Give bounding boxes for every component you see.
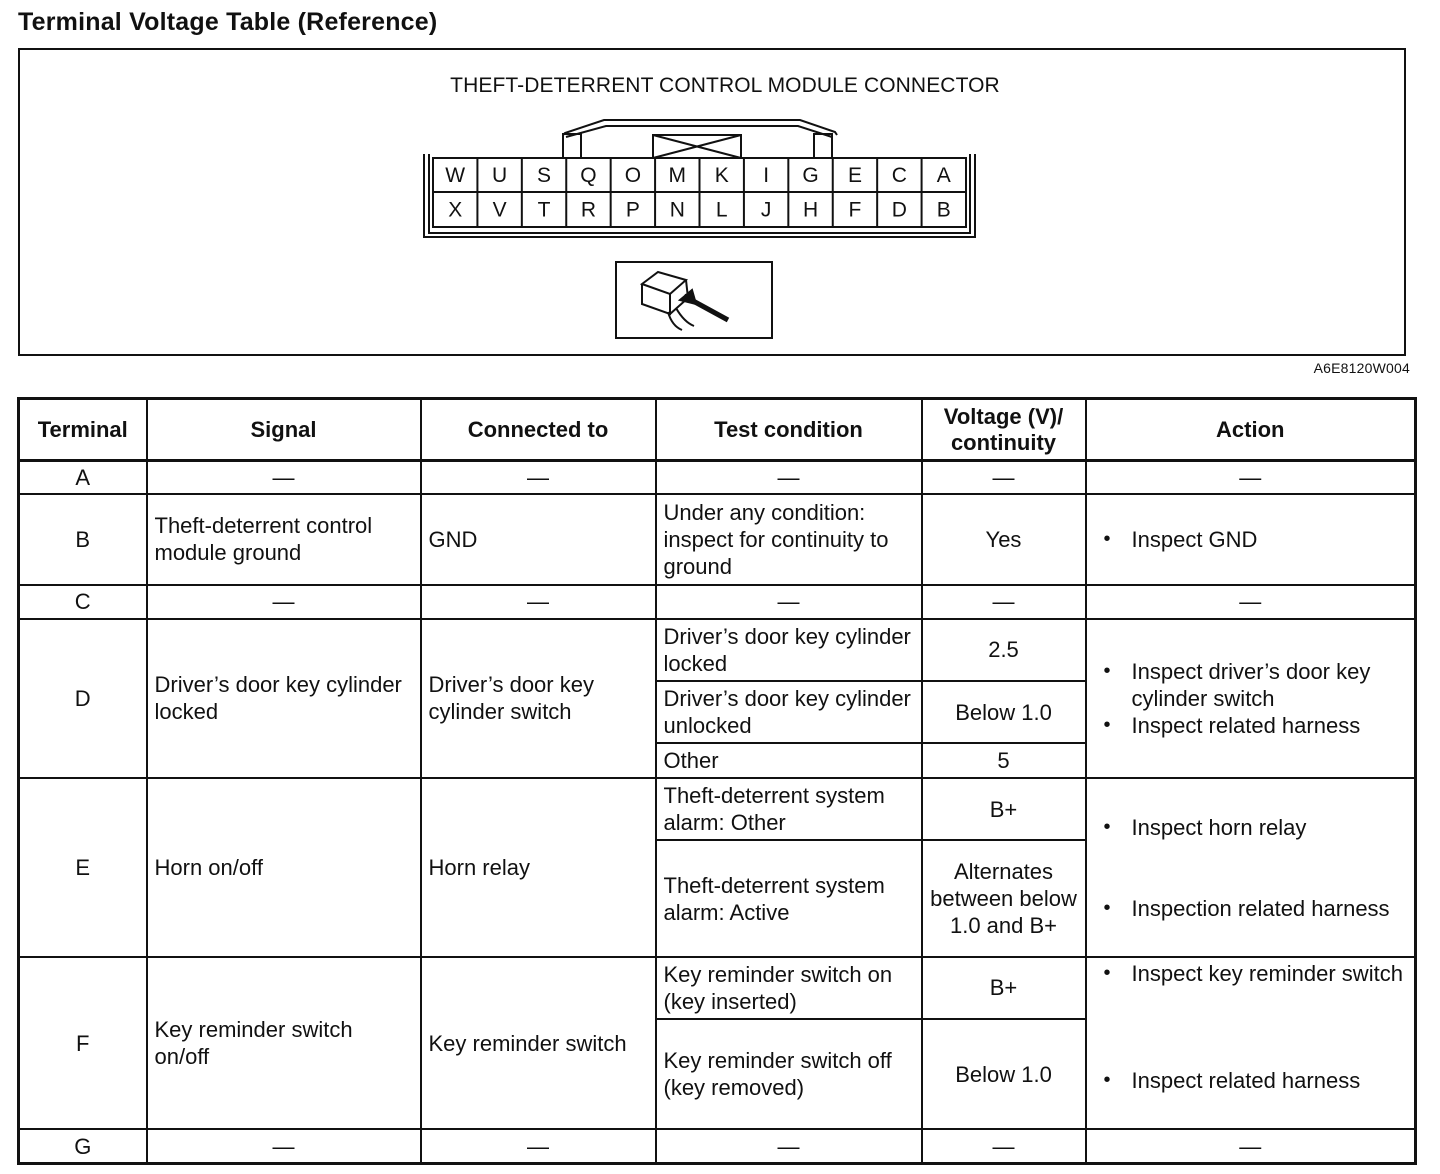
action-cell [1086, 619, 1416, 779]
action-item: • Inspect driver’s door key cylinder switch [1094, 658, 1408, 712]
action-item: • Inspect key reminder switch [1094, 960, 1408, 987]
header-signal: Signal [147, 399, 421, 461]
connector-pin-o: O [624, 164, 642, 187]
action-item: • Inspect GND [1094, 526, 1408, 553]
connector-title: THEFT-DETERRENT CONTROL MODULE CONNECTOR [450, 74, 1000, 97]
voltage-cell: B+ [922, 957, 1086, 1019]
action-item: • Inspection related harness [1094, 895, 1408, 922]
voltage-cell: — [922, 1129, 1086, 1163]
terminal-cell: G [19, 1129, 147, 1163]
condition-cell: Theft-deterrent system alarm: Other [656, 778, 922, 840]
header-terminal: Terminal [19, 399, 147, 461]
table-header-row [19, 399, 1416, 461]
table-row-a [19, 461, 1416, 495]
signal-cell: Theft-deterrent control module ground [147, 494, 421, 584]
connected-to-cell: — [421, 1129, 656, 1163]
connector-pin-t: T [537, 198, 551, 222]
connected-to-cell: Driver’s door key cylinder switch [421, 619, 656, 779]
condition-cell: — [656, 585, 922, 619]
header-voltage [922, 399, 1086, 461]
condition-cell: Key reminder switch off (key removed) [656, 1019, 922, 1129]
connector-pin-d: D [891, 198, 907, 222]
connected-to-cell: Key reminder switch [421, 957, 656, 1130]
page-title: Terminal Voltage Table (Reference) [18, 8, 438, 36]
connector-pin-m: M [668, 164, 687, 187]
terminal-cell: E [19, 778, 147, 957]
table-row-b [19, 494, 1416, 584]
voltage-cell: Below 1.0 [922, 1019, 1086, 1129]
connector-pin-x: X [448, 198, 463, 222]
action-item: • Inspect related harness [1094, 712, 1408, 739]
signal-cell: Key reminder switch on/off [147, 957, 421, 1130]
condition-cell: Key reminder switch on (key inserted) [656, 957, 922, 1019]
condition-cell: — [656, 1129, 922, 1163]
connector-pin-u: U [492, 164, 508, 187]
condition-cell: Theft-deterrent system alarm: Active [656, 840, 922, 956]
table-row-f [19, 957, 1416, 1019]
figure-code: A6E8120W004 [1313, 360, 1410, 376]
connector-pin-f: F [848, 198, 862, 222]
connector-pin-s: S [537, 164, 552, 187]
voltage-cell: Yes [922, 494, 1086, 584]
condition-cell: Under any condition: inspect for continuity to ground [656, 494, 922, 584]
terminal-cell: A [19, 461, 147, 495]
table-row-e [19, 778, 1416, 840]
connector-pin-r: R [580, 198, 597, 222]
connector-pin-c: C [891, 164, 907, 187]
table-row-c [19, 585, 1416, 619]
voltage-cell: Below 1.0 [922, 681, 1086, 743]
header-action: Action [1086, 399, 1416, 461]
header-connected-to: Connected to [421, 399, 656, 461]
connector-diagram [20, 50, 1408, 358]
action-cell: — [1086, 461, 1416, 495]
connector-pin-b: B [936, 198, 951, 222]
connected-to-cell: Horn relay [421, 778, 656, 957]
connector-pin-k: K [714, 164, 729, 187]
connector-pin-l: L [715, 198, 728, 222]
condition-cell: Driver’s door key cylinder locked [656, 619, 922, 681]
connector-pin-v: V [492, 198, 507, 222]
connector-pin-e: E [847, 164, 862, 187]
connector-pin-g: G [802, 164, 819, 187]
voltage-cell: — [922, 585, 1086, 619]
connector-pin-j: J [760, 198, 772, 222]
connected-to-cell: — [421, 585, 656, 619]
voltage-cell: 5 [922, 743, 1086, 778]
connector-pin-p: P [625, 198, 640, 222]
terminal-cell: D [19, 619, 147, 779]
action-cell [1086, 778, 1416, 957]
voltage-cell: B+ [922, 778, 1086, 840]
harness-side-view-icon [616, 262, 772, 338]
voltage-cell: Alternates between below 1.0 and B+ [922, 840, 1086, 956]
action-cell [1086, 494, 1416, 584]
connected-to-cell: — [421, 461, 656, 495]
connector-pin-w: W [445, 164, 466, 187]
signal-cell: — [147, 461, 421, 495]
connector-pin-i: I [763, 164, 770, 187]
header-voltage-line1: Voltage (V)/ [943, 403, 1064, 429]
table-row-g [19, 1129, 1416, 1163]
header-voltage-line2: continuity [950, 429, 1057, 455]
connected-to-cell: GND [421, 494, 656, 584]
action-item: • Inspect related harness [1094, 1067, 1408, 1094]
table-row-d [19, 619, 1416, 681]
voltage-cell: — [922, 461, 1086, 495]
signal-cell: — [147, 585, 421, 619]
connector-pin-h: H [802, 198, 819, 222]
action-cell: — [1086, 1129, 1416, 1163]
signal-cell: Driver’s door key cylinder locked [147, 619, 421, 779]
signal-cell: — [147, 1129, 421, 1163]
connector-pin-n: N [669, 198, 685, 222]
terminal-cell: C [19, 585, 147, 619]
condition-cell: Driver’s door key cylinder unlocked [656, 681, 922, 743]
terminal-cell: F [19, 957, 147, 1130]
action-cell: — [1086, 585, 1416, 619]
connector-pin-q: Q [580, 164, 597, 187]
terminal-voltage-table [17, 397, 1417, 1165]
terminal-cell: B [19, 494, 147, 584]
signal-cell: Horn on/off [147, 778, 421, 957]
connector-diagram-panel [18, 48, 1406, 356]
action-cell [1086, 957, 1416, 1130]
condition-cell: Other [656, 743, 922, 778]
condition-cell: — [656, 461, 922, 495]
connector-pin-a: A [936, 164, 951, 187]
action-item: • Inspect horn relay [1094, 814, 1408, 841]
header-test-condition: Test condition [656, 399, 922, 461]
voltage-cell: 2.5 [922, 619, 1086, 681]
